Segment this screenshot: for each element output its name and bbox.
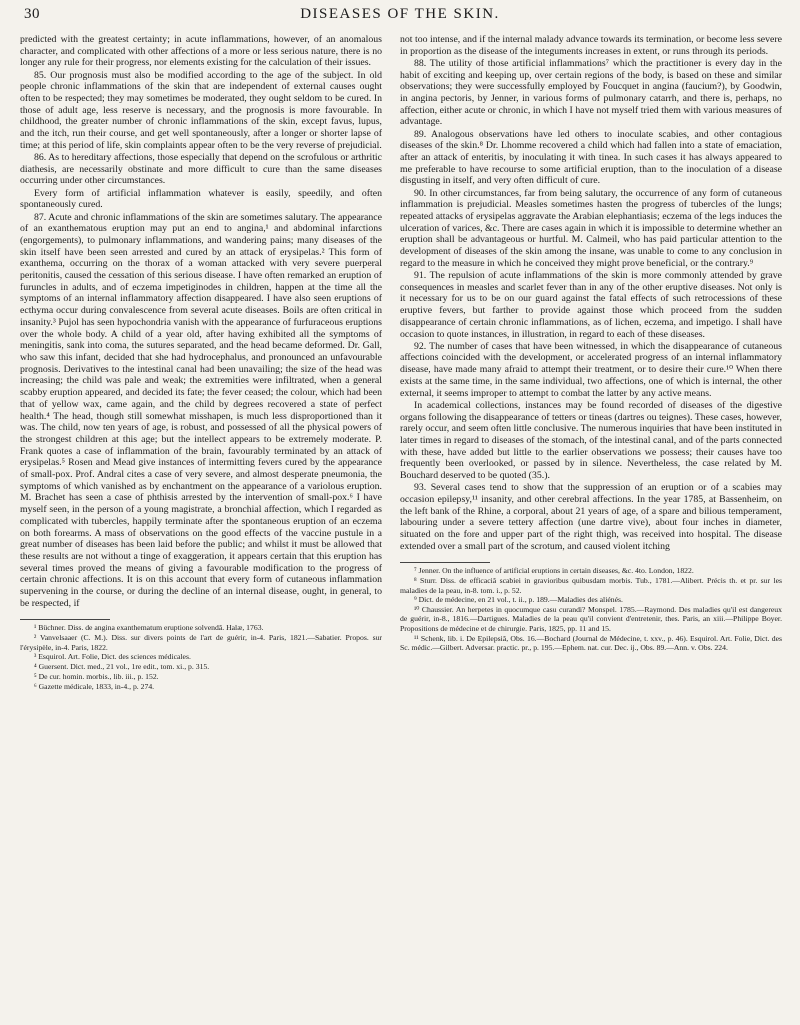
left-body-text [20,34,382,609]
paragraph: 93. Several cases tend to show that the suppression of an eruption or of a scabies may occasion epilepsy,¹¹ insanity, and other cerebral affections. In the year 1785, at Bassenheim, on the left bank of the Rhine, a corporal, about 21 years of age, of a spare and bilious temperament, labouring under a severe tettery affection (une dartre vive), about four inches in diameter, situated on the fore and upper part of the right thigh, was received into hospital. The disease extended over a small part of the scrotum, and caused violent itching [400,482,782,552]
right-body-text [400,34,782,552]
footnote: ¹⁰ Chaussier. An herpetes in quocumque casu curandi? Monspel. 1785.—Raymond. Des maladies qu'il est dangereux de guérir, in-8., 1816.—Dartigues. Maladies de la peau qu'il convient d'entretenir, thes. Paris, an xiii.—Philippe Boyer. Propositions de médecine et de chirurgie. Paris, 1825, pp. 11 and 15. [400,605,782,633]
paragraph: 87. Acute and chronic inflammations of the skin are sometimes salutary. The appearance of an exanthematous eruption may put an end to angina,¹ and abdominal infarctions (engorgements), to pulmonary inflammations, and wandering pains; many diseases of the skin itself have been seen arrested and cured by an attack of erysipelas.² This form of exanthema, occurring on the thorax of a woman attacked with very severe puerperal peritonitis, caused the cessation of this serious disease. I have often remarked an eruption of furuncles in adults, and of eczema impetiginodes in children, happen at the time all the symptoms of an internal inflammatory affection disappeared. I have also seen eruptions of ecthyma occur during convalescence from several acute diseases. Boils are often critical in insanity.³ Pujol has seen hypochondria vanish with the appearance of furfuraceous eruptions over the whole body. A child of a year old, after having exhibited all the symptoms of meningitis, sank into coma, the sutures separated, and the head became deformed. Dr. Gall, who saw this infant, decided that she had hydrocephalus, and pronounced an unfavourable prognosis. Derivatives to the intestinal canal had been unavailing; the size of the head was increasing; the child was pale and weak; the extremities were infiltrated, when a general scabby eruption appeared, and decided its fate; the fever ceased; the colour, which had been that of yellow wax, came again, and the child by degrees recovered a state of perfect health.⁴ The head, though still somewhat misshapen, is much less disproportioned than it was. The child, now ten years of age, is robust, and possessed of all the physical powers of the strongest children at this age; but the intellect appears to be extremely moderate. P. Frank quotes a case of inflammation of the brain, favourably terminated by an attack of erysipelas.⁵ Rosen and Mead give instances of intermitting fevers cured by the appearance of small-pox. Prof. Andral cites a case of very severe, and almost desperate pneumonia, the symptoms of which vanished as by enchantment on the appearance of a variolous eruption. M. Brachet has seen a case of phthisis arrested by the intervention of small-pox.⁶ I have myself seen, in the person of a young magistrate, a bronchial affection, which I regarded as complicated with tubercles, happily terminate after the spontaneous eruption of an eczema on both forearms. A mass of observations on the good effects of the vaccine pustule in a great number of diseases has been laid before the public; and whilst it must be allowed that these results are not without a tinge of exaggeration, it appears certain that this eruption has several times proved the means of giving a favourable modification to the progress of certain chronic affections. It is on this account that every form of cutaneous inflammation supervening in the course, or during the decline of an internal disease, ought, in general, to be respected, if [20,211,382,609]
footnote-rule [20,619,110,620]
footnote: ⁸ Sturr. Diss. de efficaciâ scabiei in gravioribus quibusdam morbis. Tub., 1781.—Alibert. Précis th. et pr. sur les maladies de la peau, in-8. tom. i., p. 52. [400,576,782,595]
paragraph: predicted with the greatest certainty; in acute inflammations, however, of an anomalous character, and complicated with other affections of a more or less serious nature, there is no longer any rule for their progress, nor elements existing for the calculation of their issues. [20,34,382,69]
footnote: ⁶ Gazette médicale, 1833, in-4., p. 274. [34,681,155,691]
right-footnotes [400,558,782,652]
footnote: ⁷ Jenner. On the influence of artificial eruptions in certain diseases, &c. 4to. London, 1822. [414,566,694,576]
paragraph: 88. The utility of those artificial inflammations⁷ which the practitioner is every day in the habit of exciting and keeping up, over certain regions of the body, is based on these and similar observations; they were successfully employed by Foucquet in angina (faucium?), by Goodwin, in angina pectoris, by Jenner, in various forms of pulmonary catarrh, and there is, perhaps, no affection, either acute or chronic, in which I have not myself tried them with various measures of advantage. [400,57,782,128]
footnote-rule [400,562,490,563]
footnote: ⁹ Dict. de médecine, en 21 vol., t. ii., p. 189.—Maladies des aliénés. [414,595,623,605]
paragraph: In academical collections, instances may be found recorded of diseases of the digestive organs following the disappearance of tetters or tineas (dartres ou teignes). These cases, however, rarely occur, and seem often little conclusive. The numerous inquiries that have been instituted in later times in regard to diseases of the stomach, of the intestinal canal, and of the parts connected with these, have added but little to the earlier observations we possess; their causes have too frequently been overlooked, or passed by in silence. Nevertheless, the case related by M. Bouchard deserved to be quoted (35.). [400,399,782,482]
footnote: ⁵ De cur. homin. morbis., lib. iii., p. 152. [34,671,159,681]
left-footnotes [20,615,382,691]
page-number: 30 [24,6,40,22]
paragraph: not too intense, and if the internal malady advance towards its termination, or become less severe in proportion as the disease of the integuments increases in extent, or runs through its periods. [400,34,782,57]
running-header [0,6,800,28]
footnote: ¹ Büchner. Diss. de angina exanthematum eruptione solvendâ. Halæ, 1763. [34,623,264,633]
paragraph: 85. Our prognosis must also be modified according to the age of the subject. In old people chronic inflammations of the skin that are independent of external causes ought often to be respected; they may sometimes be moderated, they ought seldom to be cured. In those of adult age, less reserve is necessary, and the prognosis is more favourable. In childhood, the greater number of chronic inflammations of the skin, except favus, lupus, and the itch, run their course, and get well spontaneously, after a longer or shorter lapse of time; at this period of life, skin complaints appear often to be the very reverse of prejudicial. [20,69,382,151]
paragraph: 89. Analogous observations have led others to inoculate scabies, and other contagious diseases of the skin.⁸ Dr. Lhomme recovered a child which had fallen into a state of emaciation, after an attack of enteritis, by inoculating it with tinea. In such cases it has always appeared to me preferable to have recourse to some artificial eruption, than to the inoculation of a disease disgusting in itself, and very often difficult of cure. [400,128,782,187]
paragraph: Every form of artificial inflammation whatever is easily, speedily, and often spontaneously cured. [20,187,382,211]
left-column [20,34,382,1017]
footnote: ¹¹ Schenk, lib. i. De Epilepsiâ, Obs. 16.—Bochard (Journal de Médecine, t. xxv., p. 46). Esquirol. Art. Folie, Dict. des Sc. médic.—Gilbert. Adversar. practic. pr., p. 195.—Ephem. nat. cur. Dec. ij., Obs. 89.—Ann. v. Obs. 224. [400,633,782,652]
right-column [400,34,782,1017]
footnote: ³ Esquirol. Art. Folie, Dict. des sciences médicales. [34,652,191,662]
paragraph: 90. In other circumstances, far from being salutary, the occurrence of any form of cutaneous inflammation is prejudicial. Measles sometimes hasten the progress of tubercles of the lungs; repeated attacks of erysipelas aggravate the Arabian elephantiasis; eczema of the legs induces the ulceration of varices, &c. There are cases again in which it is impossible to determine whether an eruption shall be advantageous or hurtful. M. Calmeil, who has paid particular attention to the development of diseases of the skin among the insane, was unable to come to any conclusion in regard to the measure in which he conceived they might prove beneficial, or the contrary.⁹ [400,187,782,269]
paragraph: 92. The number of cases that have been witnessed, in which the disappearance of cutaneous affections coincided with the development, or accelerated progress of an internal inflammatory disease, have made many afraid to attempt their treatment, or to desire their cure.¹⁰ When there exists at the same time, in the same individual, two affections, one of which is internal, the other external, it seems improper to attempt to combat the latter by any active means. [400,340,782,399]
paragraph: 91. The repulsion of acute inflammations of the skin is more commonly attended by grave consequences in measles and scarlet fever than in any of the other eruptive diseases. Not only is it necessary for us to be on our guard against the fatal effects of such retrocessions of these eruptive fevers, but farther to provide against those which proceed from the sudden disappearance of certain chronic inflammations, as of lichen, eczema, and impetigo. I shall have occasion to quote instances, in illustration, in regard to each of these diseases. [400,270,782,340]
footnote: ² Vanvelsaaer (C. M.). Diss. sur divers points de l'art de guérir, in-4. Paris, 1821.—Sabatier. Propos. sur l'érysipèle, in-4. Paris, 1822. [20,633,382,652]
footnote: ⁴ Guersent. Dict. med., 21 vol., 1re edit., tom. xi., p. 315. [34,662,210,672]
running-title: DISEASES OF THE SKIN. [300,6,500,22]
paragraph: 86. As to hereditary affections, those especially that depend on the scrofulous or arthritic diathesis, are necessarily obstinate and more difficult to cure than the same diseases occurring under other circumstances. [20,152,382,187]
